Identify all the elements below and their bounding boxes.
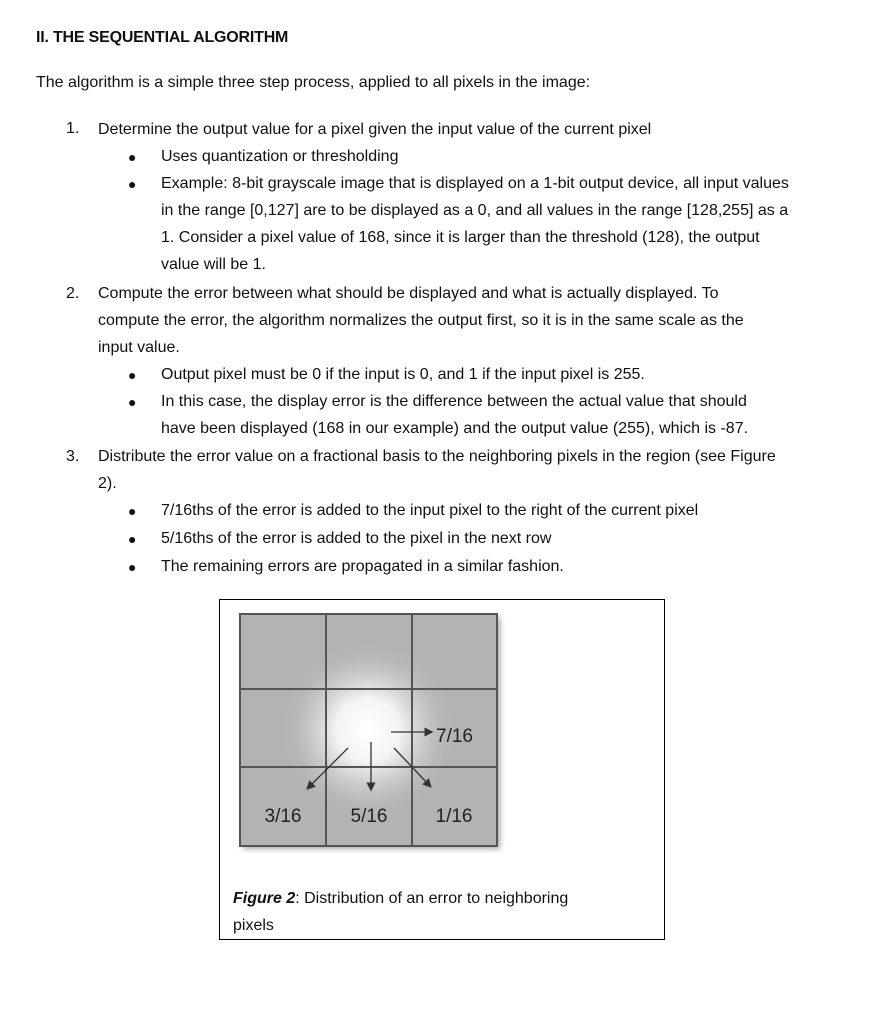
current-pixel-glow [278, 640, 458, 820]
text-line: Compute the error between what should be displayed and what is actually displayed. To [98, 285, 719, 302]
text-line: 2). [98, 475, 117, 492]
label-5-16: 5/16 [350, 806, 388, 827]
step-1-number: 1. [66, 120, 80, 137]
error-diffusion-figure [238, 612, 518, 862]
step-3-number: 3. [66, 448, 80, 465]
step-3-bullet-1 [161, 497, 861, 524]
step-2-bullet-1 [161, 361, 861, 388]
text-line: Uses quantization or thresholding [161, 148, 399, 165]
text-line: compute the error, the algorithm normalizes the output first, so it is in the same scale as the [98, 312, 744, 329]
text-line: The remaining errors are propagated in a similar fashion. [161, 558, 564, 575]
step-2-text [98, 280, 858, 361]
step-2-bullet-2 [161, 388, 861, 442]
bullet-icon: ● [128, 149, 137, 165]
caption-label: Figure 2 [233, 890, 296, 907]
text-line: Example: 8-bit grayscale image that is displayed on a 1-bit output device, all input values [161, 175, 789, 192]
text-line: 5/16ths of the error is added to the pixel in the next row [161, 530, 552, 547]
text-line: in the range [0,127] are to be displayed as a 0, and all values in the range [128,255] as a [161, 202, 789, 219]
text-line: have been displayed (168 in our example) and the output value (255), which is -87. [161, 420, 749, 437]
text-line: 1. Consider a pixel value of 168, since it is larger than the threshold (128), the output [161, 229, 760, 246]
caption-line-1 [233, 885, 653, 912]
bullet-icon: ● [128, 559, 137, 575]
text-line: Output pixel must be 0 if the input is 0, and 1 if the input pixel is 255. [161, 366, 645, 383]
step-3-bullet-3 [161, 553, 861, 580]
text-line: In this case, the display error is the difference between the actual value that should [161, 393, 747, 410]
step-3-text [98, 443, 858, 497]
text-line: Determine the output value for a pixel given the input value of the current pixel [98, 121, 652, 138]
bullet-icon: ● [128, 367, 137, 383]
label-7-16: 7/16 [436, 726, 473, 747]
step-1-bullet-1 [161, 143, 861, 170]
bullet-icon: ● [128, 503, 137, 519]
text-line: 7/16ths of the error is added to the input pixel to the right of the current pixel [161, 502, 699, 519]
label-1-16: 1/16 [435, 806, 473, 827]
bullet-icon: ● [128, 394, 137, 410]
label-3-16: 3/16 [264, 806, 302, 827]
step-1-bullet-2 [161, 170, 861, 278]
text-line: Distribute the error value on a fractional basis to the neighboring pixels in the region (see Figure [98, 448, 776, 465]
caption-text: Distribution of an error to neighboring [304, 890, 569, 907]
step-2-number: 2. [66, 285, 80, 302]
bullet-icon: ● [128, 176, 137, 192]
intro-paragraph: The algorithm is a simple three step process, applied to all pixels in the image: [36, 74, 591, 91]
bullet-icon: ● [128, 531, 137, 547]
caption-line-2: pixels [233, 917, 274, 934]
caption-separator: : [295, 890, 305, 907]
step-3-bullet-2 [161, 525, 861, 552]
figure-caption [233, 885, 653, 939]
text-line: value will be 1. [161, 256, 266, 273]
text-line: input value. [98, 339, 180, 356]
step-1-text [98, 116, 858, 143]
section-heading: II. THE SEQUENTIAL ALGORITHM [36, 29, 289, 46]
